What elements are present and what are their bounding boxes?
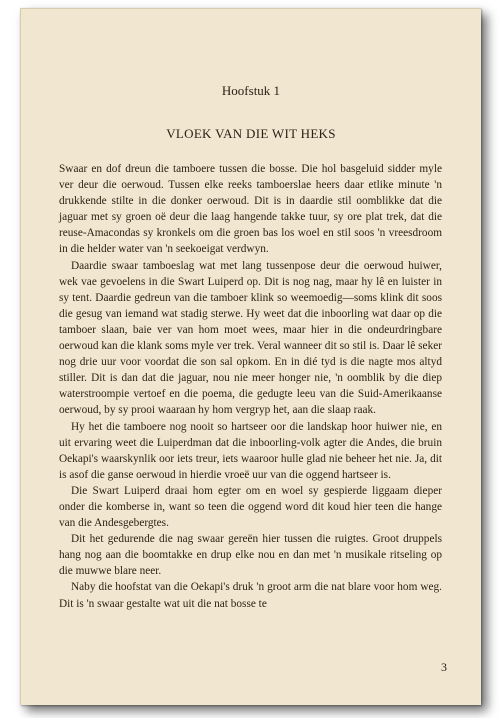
chapter-heading: Hoofstuk 1 (221, 83, 281, 98)
book-page (20, 8, 481, 705)
paragraph: Die Swart Luiperd draai hom egter om en woel sy gespierde liggaam dieper onder die komberse in, want so teen die oggend word dit koud hier teen die hange van die Andesgebergtes. (59, 484, 442, 530)
body-text (59, 161, 442, 612)
paragraph: Swaar en dof dreun die tamboere tussen die bosse. Die hol basgeluid sidder myle ver deur die oerwoud. Tussen elke reeks tamboerslae heers daar etlike minute 'n drukkende stilte in die donker oerwoud. Dit is in daardie stil oomblikke dat die jaguar met sy groen oë deur die laag hangende takke tuur, sy ore plat trek, dat die reuse-Amacondas sy kronkels om die groen bas los woel en stil soos 'n vreesdroom in die helder water van 'n seekoeigat verdwyn. (59, 163, 442, 256)
page-number: 3 (441, 660, 447, 674)
chapter-title: VLOEK VAN DIE WIT HEKS (166, 126, 336, 141)
paragraph: Hy het die tamboere nog nooit so hartseer oor die landskap hoor huiwer nie, en uit ervaring weet die Luiperdman dat die inboorling-volk agter die Andes, die bruin Oekapi's waarskynlik oor iets treur, iets waaroor hulle glad nie beheer het nie. Ja, dit is asof die ganse oerwoud in hierdie vroeë uur van die oggend hartseer is. (59, 420, 442, 481)
paragraph: Daardie swaar tamboeslag wat met lang tussenpose deur die oerwoud huiwer, wek vae gevoelens in die Swart Luiperd op. Dit is nog nag, maar hy lê en luister in sy tent. Daardie gedreun van die tamboer klink so weemoedig—soms klink dit soos die gesug van iemand wat stadig sterwe. Hy weet dat die inboorling wat daar op die tamboer slaan, baie ver van hom moet wees, maar hier in die ondeurdringbare oerwoud kan die klank soms myle ver trek. Veral wanneer dit so stil is. Daar lê seker nog drie uur voor voordat die son sal opkom. En in dié tyd is die nagte mos altyd stiller. Dit is dan dat die jaguar, nou nie meer honger nie, 'n oomblik by die diep waterstroompie vertoef en die poema, die gedugte leeu van die Suid-Amerikaanse oerwoud, by sy prooi waaraan hy hom vergryp het, aan die slaap raak. (59, 259, 442, 417)
paragraph: Dit het gedurende die nag swaar gereën hier tussen die ruigtes. Groot druppels hang nog aan die boomtakke en drup elke nou en dan met 'n musikale ritseling op die muwwe blare neer. (59, 533, 442, 578)
paragraph: Naby die hoofstat van die Oekapi's druk 'n groot arm die nat blare voor hom weg. Dit is 'n swaar gestalte wat uit die nat bosse te (59, 581, 442, 610)
